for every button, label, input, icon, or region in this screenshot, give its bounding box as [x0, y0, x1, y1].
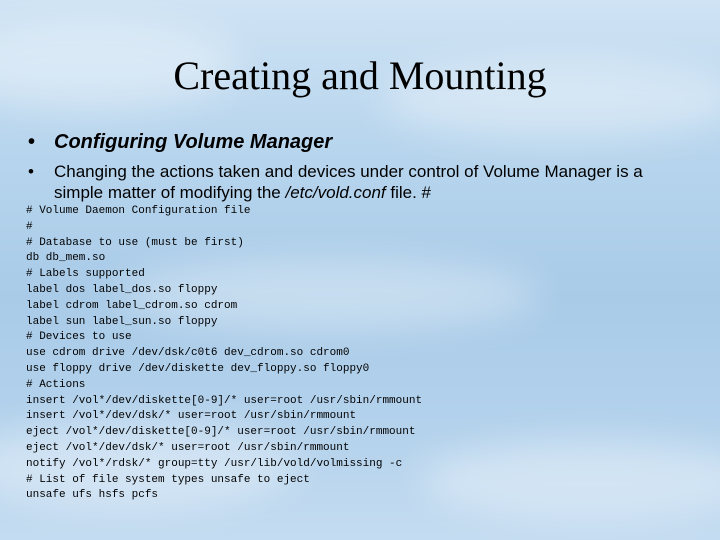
bullet-configuring-volume-manager [28, 131, 332, 154]
code-line: use floppy drive /dev/diskette dev_floppy.so floppy0 [26, 362, 370, 375]
code-line: # List of file system types unsafe to eject [26, 473, 310, 486]
bullet-text: Configuring Volume Manager [54, 131, 333, 153]
code-line: # [26, 220, 33, 233]
slide-title: Creating and Mounting [173, 53, 547, 98]
code-line: db db_mem.so [26, 252, 106, 265]
code-line: use cdrom drive /dev/dsk/c0t6 dev_cdrom.so cdrom0 [26, 347, 350, 360]
code-line: label sun label_sun.so floppy [26, 315, 218, 328]
code-line: insert /vol*/dev/diskette[0-9]/* user=root /usr/sbin/rmmount [26, 394, 423, 407]
code-line: unsafe ufs hsfs pcfs [26, 489, 159, 502]
code-line: # Database to use (must be first) [26, 236, 244, 249]
vold-conf-listing [26, 204, 422, 504]
bullet-text [54, 161, 654, 203]
code-line: label dos label_dos.so floppy [26, 283, 218, 296]
bullet-changing-actions [28, 161, 668, 203]
code-line: # Devices to use [26, 331, 132, 344]
code-line: insert /vol*/dev/dsk/* user=root /usr/sbin/rmmount [26, 410, 357, 423]
code-line: notify /vol*/rdsk/* group=tty /usr/lib/vold/volmissing -c [26, 457, 403, 470]
bullet-dot: • [28, 131, 36, 153]
code-line: # Labels supported [26, 268, 145, 281]
bullet-text-end: file. # [385, 183, 432, 202]
vold-conf-filename: /etc/vold.conf [285, 183, 386, 202]
code-line: # Volume Daemon Configuration file [26, 205, 251, 217]
code-line: # Actions [26, 378, 86, 391]
code-line: eject /vol*/dev/dsk/* user=root /usr/sbin/rmmount [26, 441, 350, 454]
bullet-text-start: Changing the actions taken and devices under control of Volume Manager is a simple matter of modifying the [54, 162, 643, 202]
code-line: label cdrom label_cdrom.so cdrom [26, 299, 238, 312]
bullet-dot: • [28, 162, 34, 181]
code-line: eject /vol*/dev/diskette[0-9]/* user=root /usr/sbin/rmmount [26, 426, 416, 439]
